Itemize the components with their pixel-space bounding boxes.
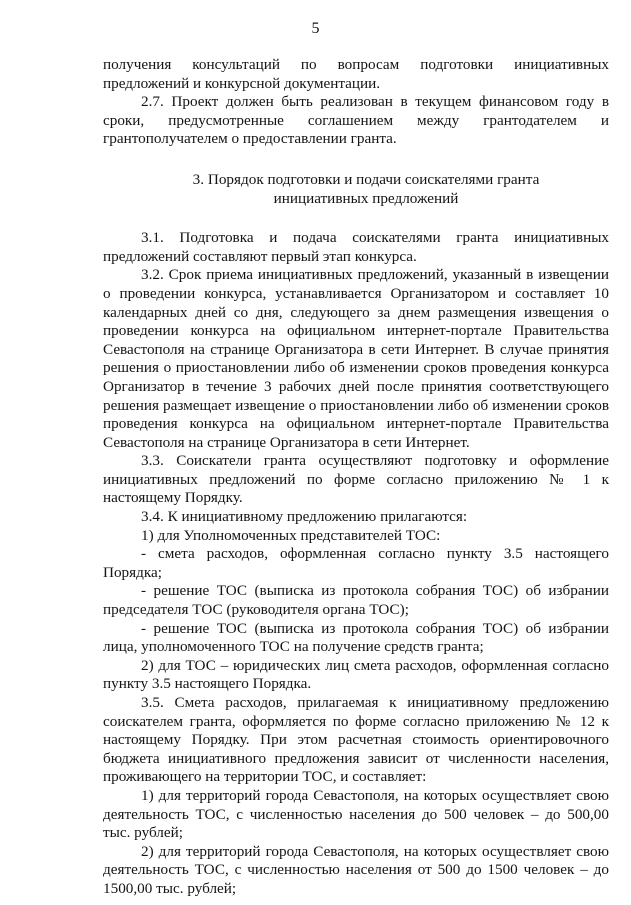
list-item-tos-legal-entities: 2) для ТОС – юридических лиц смета расходов, оформленная согласно пункту 3.5 настоящего Порядка.	[103, 656, 609, 693]
list-item-population-500: 1) для территорий города Севастополя, на которых осуществляет свою деятельность ТОС, с численностью населения до 500 человек – до 500,00 тыс. рублей;	[103, 786, 609, 842]
list-item-decision-authorized: - решение ТОС (выписка из протокола собрания ТОС) об избрании лица, уполномоченного ТОС на получение средств гранта;	[103, 619, 609, 656]
section-heading	[103, 171, 609, 208]
section-heading-line-1: 3. Порядок подготовки и подачи соискателями гранта	[192, 170, 540, 188]
paragraph-3-1: 3.1. Подготовка и подача соискателями гранта инициативных предложений составляют первый этап конкурса.	[103, 229, 609, 265]
paragraph-3-4: 3.4. К инициативному предложению прилагаются:	[141, 508, 468, 526]
list-item-decision-chairman: - решение ТОС (выписка из протокола собрания ТОС) об избрании председателя ТОС (руководителя органа ТОС);	[103, 582, 609, 619]
paragraph-continuation: получения консультаций по вопросам подготовки инициативных предложений и конкурсной документации.	[103, 56, 609, 92]
document-body	[103, 56, 609, 899]
list-item-tos-representatives: 1) для Уполномоченных представителей ТОС:	[141, 526, 441, 544]
paragraph-2-7: 2.7. Проект должен быть реализован в текущем финансовом году в сроки, предусмотренные соглашением между грантодателем и грантополучателем о предоставлении гранта.	[103, 93, 609, 148]
paragraph-3-5: 3.5. Смета расходов, прилагаемая к инициативному предложению соискателем гранта, оформляется по форме согласно приложению № 12 к настоящему Порядку. При этом расчетная стоимость ориентировочного бюджета инициативного предложения зависит от численности населения, проживающего на территории ТОС, и составляет:	[103, 694, 609, 786]
section-heading-line-2: инициативных предложений	[273, 189, 459, 207]
paragraph-3-3: 3.3. Соискатели гранта осуществляют подготовку и оформление инициативных предложений по форме согласно приложению № 1 к настоящему Порядку.	[103, 452, 609, 507]
page-number: 5	[311, 20, 320, 37]
list-item-population-1500: 2) для территорий города Севастополя, на которых осуществляет свою деятельность ТОС, с численностью населения от 500 до 1500 человек – до 1500,00 тыс. рублей;	[103, 842, 609, 897]
paragraph-3-2: 3.2. Срок приема инициативных предложений, указанный в извещении о проведении конкурса, устанавливается Организатором и составляет 10 календарных дней со дня, следующего за днем размещения извещения о проведении конкурса на официальном интернет-портале Правительства Севастополя на странице Организатора в сети Интернет. В случае принятия решения о приостановлении либо об изменении сроков проведения конкурса Организатор в течение 3 рабочих дней после принятия соответствующего решения размещает извещение о приостановлении либо об изменении сроков проведения конкурса на официальном интернет-портале Правительства Севастополя на странице Организатора в сети Интернет.	[103, 266, 609, 451]
list-item-cost-estimate: - смета расходов, оформленная согласно пункту 3.5 настоящего Порядка;	[103, 545, 609, 581]
